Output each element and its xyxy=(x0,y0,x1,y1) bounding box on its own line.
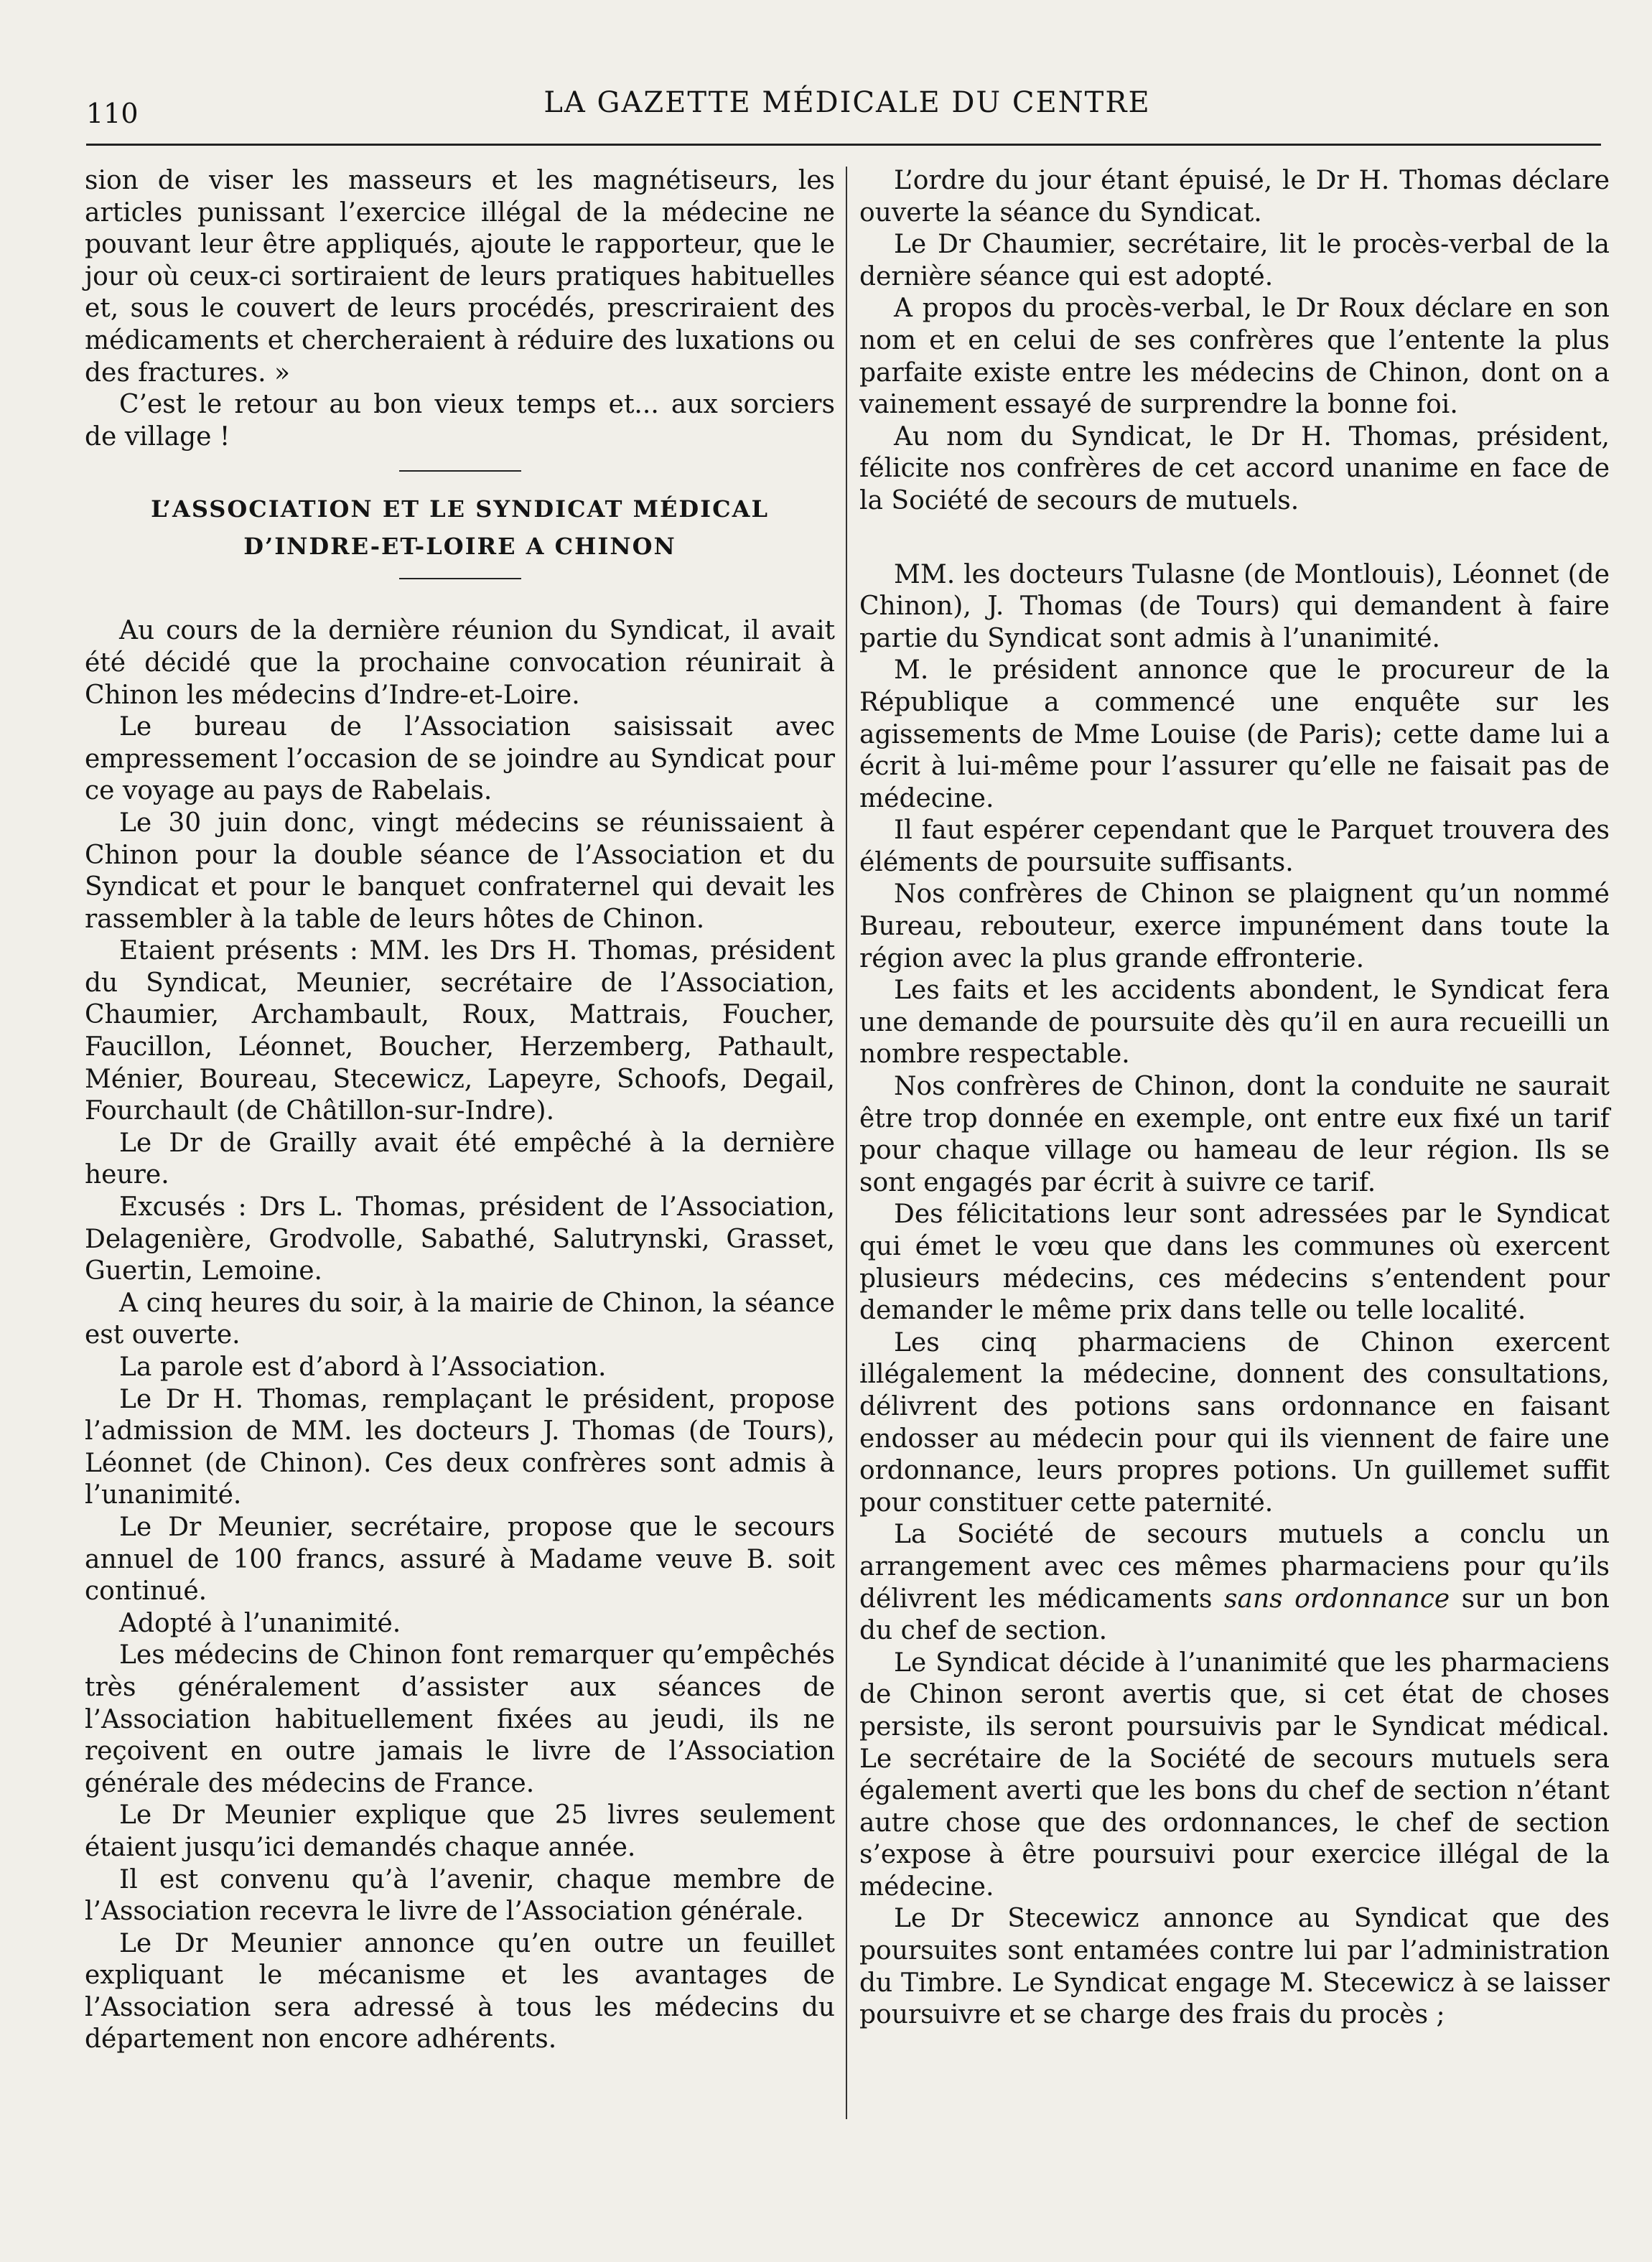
paragraph: Nos confrères de Chinon se plaignent qu’un nommé Bureau, rebouteur, exerce impunément dans toute la région avec la plus grande effronterie. xyxy=(859,879,1610,973)
text-run: La Société de secours mutuels a conclu un arrangement avec ces mêmes pharmaciens pour qu’ils délivrent les médicaments xyxy=(859,1520,1610,1614)
article-heading xyxy=(85,490,835,565)
paragraph: Le Dr Meunier annonce qu’en outre un feuillet expliquant le mécanisme et les avantages de l’Association sera adressé à tous les médecins du département non encore adhérents. xyxy=(85,1928,835,2055)
paragraph: Le Dr Meunier, secrétaire, propose que le secours annuel de 100 francs, assuré à Madame veuve B. soit continué. xyxy=(85,1512,835,1607)
column-divider xyxy=(846,167,847,2119)
italic-text-run: sans ordonnance xyxy=(1224,1584,1450,1614)
paragraph: Nos confrères de Chinon, dont la conduite ne saurait être trop donnée en exemple, ont entre eux fixé un tarif pour chaque village ou hameau de leur région. Ils se sont engagés par écrit à suivre ce tarif. xyxy=(859,1072,1610,1197)
paragraph: Il faut espérer cependant que le Parquet trouvera des éléments de poursuite suffisants. xyxy=(859,815,1610,877)
paragraph: Le Dr Meunier explique que 25 livres seulement étaient jusqu’ici demandés chaque année. xyxy=(85,1800,835,1862)
paragraph-gap xyxy=(859,518,1610,559)
paragraph: A propos du procès-verbal, le Dr Roux déclare en son nom et en celui de ses confrères que l’entente la plus parfaite existe entre les médecins de Chinon, dont on a vainement essayé de surprendre la bonne foi. xyxy=(859,294,1610,420)
paragraph: Le bureau de l’Association saisissait avec empressement l’occasion de se joindre au Syndicat pour ce voyage au pays de Rabelais. xyxy=(85,712,835,806)
paragraph: Le Dr Stecewicz annonce au Syndicat que des poursuites sont entamées contre lui par l’administration du Timbre. Le Syndicat engage M. Stecewicz à se laisser poursuivre et se charge des frais du procès ; xyxy=(859,1904,1610,2030)
header-rule xyxy=(86,144,1601,146)
paragraph: L’ordre du jour étant épuisé, le Dr H. Thomas déclare ouverte la séance du Syndicat. xyxy=(859,166,1610,228)
paragraph: Les faits et les accidents abondent, le Syndicat fera une demande de poursuite dès qu’il en aura recueilli un nombre respectable. xyxy=(859,976,1610,1070)
article-heading-line: D’INDRE-ET-LOIRE A CHINON xyxy=(243,533,676,561)
paragraph: La parole est d’abord à l’Association. xyxy=(119,1352,607,1382)
left-column xyxy=(85,165,835,2056)
continued-paragraph: sion de viser les masseurs et les magnétiseurs, les articles punissant l’exercice illégal de la médecine ne pouvant leur être appliqués, ajoute le rapporteur, que le jour où ceux-ci sortiraient de leurs pratiques habituelles et, sous le couvert de leurs procédés, prescriraient des médicaments et chercheraient à réduire des luxations ou des fractures. » xyxy=(85,166,835,388)
page-number: 110 xyxy=(86,98,139,129)
paragraph: Des félicitations leur sont adressées par le Syndicat qui émet le vœu que dans les communes où exercent plusieurs médecins, ces médecins s’entendent pour demander le même prix dans telle ou telle localité. xyxy=(859,1200,1610,1326)
paragraph: Le Dr Chaumier, secrétaire, lit le procès-verbal de la dernière séance qui est adopté. xyxy=(859,230,1610,291)
paragraph: Adopté à l’unanimité. xyxy=(119,1608,401,1638)
paragraph: MM. les docteurs Tulasne (de Montlouis), Léonnet (de Chinon), J. Thomas (de Tours) qui demandent à faire partie du Syndicat sont admis à l’unanimité. xyxy=(859,559,1610,653)
paragraph: Le Syndicat décide à l’unanimité que les pharmaciens de Chinon seront avertis que, si cet état de choses persiste, ils seront poursuivis par le Syndicat médical. Le secrétaire de la Société de secours mutuels sera également averti que les bons du chef de section n’étant autre chose que des ordonnances, le chef de section s’expose à être poursuivi pour exercice illégal de la médecine. xyxy=(859,1648,1610,1902)
paragraph: Les médecins de Chinon font remarquer qu’empêchés très généralement d’assister aux séances de l’Association habituellement fixées au jeudi, ils ne reçoivent en outre jamais le livre de l’Association générale des médecins de France. xyxy=(85,1640,835,1798)
paragraph: Le 30 juin donc, vingt médecins se réunissaient à Chinon pour la double séance de l’Association et du Syndicat et pour le banquet confraternel qui devait les rassembler à la table de leurs hôtes de Chinon. xyxy=(85,808,835,934)
paragraph: Au nom du Syndicat, le Dr H. Thomas, président, félicite nos confrères de cet accord unanime en face de la Société de secours de mutuels. xyxy=(859,421,1610,515)
publication-title: LA GAZETTE MÉDICALE DU CENTRE xyxy=(543,86,1151,119)
paragraph: M. le président annonce que le procureur de la République a commencé une enquête sur les agissements de Mme Louise (de Paris); cette dame lui a écrit à lui-même pour l’assurer qu’elle ne faisait pas de médecine. xyxy=(859,655,1610,813)
text-run: sur un bon du chef de section. xyxy=(859,1584,1610,1646)
section-separator xyxy=(399,470,521,472)
page-header xyxy=(86,79,1608,129)
heading-separator xyxy=(399,578,521,579)
article-heading-line: L’ASSOCIATION ET LE SYNDICAT MÉDICAL xyxy=(151,495,769,523)
paragraph: Excusés : Drs L. Thomas, président de l’Association, Delagenière, Grodvolle, Sabathé, Salutrynski, Grasset, Guertin, Lemoine. xyxy=(85,1192,835,1286)
paragraph xyxy=(859,1519,1610,1647)
paragraph: Il est convenu qu’à l’avenir, chaque membre de l’Association recevra le livre de l’Association générale. xyxy=(85,1864,835,1927)
paragraph: A cinq heures du soir, à la mairie de Chinon, la séance est ouverte. xyxy=(85,1288,835,1350)
paragraph: C’est le retour au bon vieux temps et... aux sorciers de village ! xyxy=(85,390,835,452)
right-column xyxy=(859,165,1610,2032)
paragraph: Les cinq pharmaciens de Chinon exercent illégalement la médecine, donnent des consultations, délivrent des potions sans ordonnance en faisant endosser au médecin pour qui ils viennent de faire une ordonnance, leurs propres potions. Un guillemet suffit pour constituer cette paternité. xyxy=(859,1327,1610,1518)
paragraph: Etaient présents : MM. les Drs H. Thomas, président du Syndicat, Meunier, secrétaire de l’Association, Chaumier, Archambault, Roux, Mattrais, Foucher, Faucillon, Léonnet, Boucher, Herzemberg, Pathault, Ménier, Boureau, Stecewicz, Lapeyre, Schoofs, Degail, Fourchault (de Châtillon-sur-Indre). xyxy=(85,936,835,1126)
paragraph: Le Dr de Grailly avait été empêché à la dernière heure. xyxy=(85,1128,835,1190)
paragraph: Au cours de la dernière réunion du Syndicat, il avait été décidé que la prochaine convocation réunirait à Chinon les médecins d’Indre-et-Loire. xyxy=(85,616,835,710)
paragraph: Le Dr H. Thomas, remplaçant le président, propose l’admission de MM. les docteurs J. Thomas (de Tours), Léonnet (de Chinon). Ces deux confrères sont admis à l’unanimité. xyxy=(85,1384,835,1510)
